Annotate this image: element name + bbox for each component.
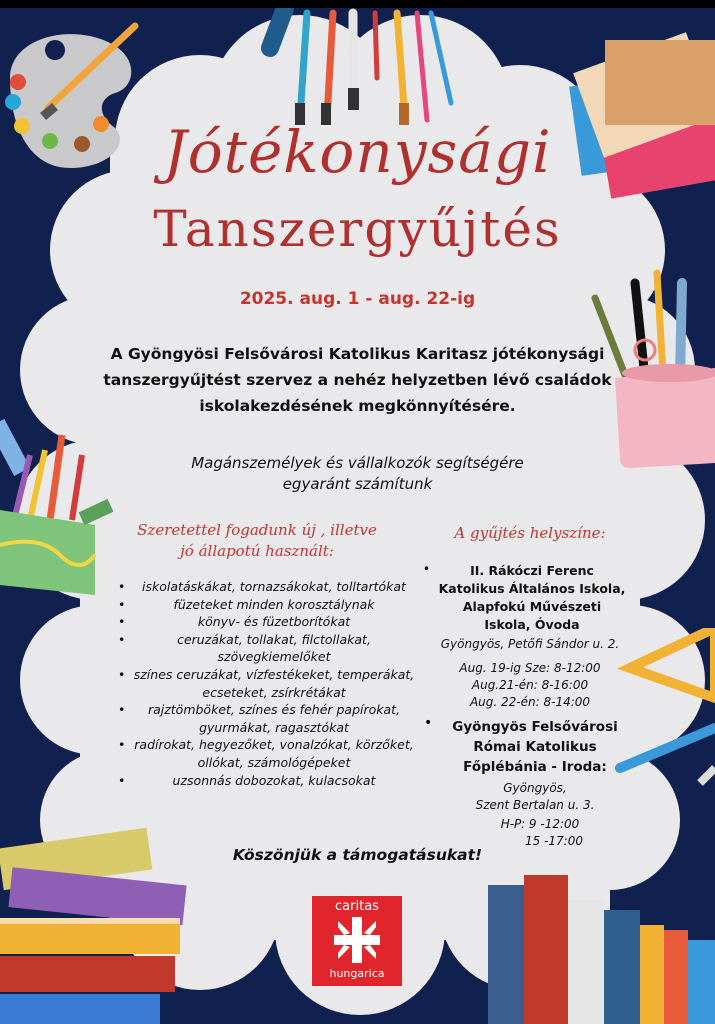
intro-text [55, 341, 660, 419]
list-item: • iskolatáskákat, tornazsákokat, tolltartókat [118, 579, 406, 594]
pencil-case-icon [0, 410, 115, 600]
logo-line: caritas [335, 899, 379, 914]
location-2-bullet: • [424, 715, 433, 731]
intro-line: iskolakezdésének megkönnyítésére. [199, 397, 516, 415]
list-item: • füzeteket minden korosztálynak [118, 596, 375, 612]
list-item: • radírokat, hegyezőket, vonalzókat, körzőket, ollókat, számológépeket [118, 737, 414, 770]
help-text [80, 453, 635, 495]
intro-line: A Gyöngyösi Felsővárosi Katolikus Karitasz jótékonysági [110, 345, 605, 363]
accept-heading-line: jó állapotú használt: [180, 542, 334, 560]
list-item: • ceruzákat, tollakat, filctollakat, szövegkiemelőket [118, 631, 371, 665]
list-item: • rajztömböket, színes és fehér papírokat, gyurmákat, ragasztókat [118, 702, 401, 735]
locations-heading: A gyűjtés helyszíne: [454, 524, 606, 542]
location-1-hours: Aug. 19-ig Sze: 8-12:00 Aug.21-én: 8-16:00 Aug. 22-én: 8-14:00 [459, 661, 601, 709]
title-script: Jótékonysági [163, 118, 552, 186]
location-2-hours: H-P: 9 -12:00 15 -17:00 [500, 817, 583, 848]
list-item: • uzsonnás dobozokat, kulacsokat [118, 772, 376, 788]
logo-line: hungarica [329, 967, 385, 980]
date-range: 2025. aug. 1 - aug. 22-ig [239, 289, 476, 309]
help-line: Magánszemélyek és vállalkozók segítségére [191, 454, 524, 472]
help-line: egyaránt számítunk [282, 475, 433, 493]
book-row-icon [488, 870, 715, 1024]
caritas-cross-icon [334, 917, 380, 963]
location-2-address: Gyöngyös, Szent Bertalan u. 3. [475, 781, 595, 812]
accept-heading [112, 520, 402, 562]
list-item: • könyv- és füzetborítókat [118, 614, 351, 630]
location-1-address: Gyöngyös, Petőfi Sándor u. 2. [440, 637, 620, 651]
page-title: Tanszergyűjtés [153, 200, 562, 258]
thanks-text: Köszönjük a támogatásukat! [232, 846, 483, 864]
location-1-name: II. Rákóczi Ferenc Katolikus Általános Iskola, Alapfokú Művészeti Iskola, Óvoda [438, 563, 626, 632]
location-1-bullet: • [423, 562, 431, 576]
paintbrushes-icon [255, 8, 465, 128]
caritas-logo [312, 896, 402, 986]
location-2-name: Gyöngyös Felsővárosi Római Katolikus Főplébánia - Iroda: [452, 719, 618, 775]
accept-heading-line: Szeretettel fogadunk új , illetve [137, 521, 377, 539]
intro-line: tanszergyűjtést szervez a nehéz helyzetben lévő családok [103, 371, 612, 389]
list-item: • színes ceruzákat, vízfestékeket, temperákat, ecseteket, zsírkrétákat [118, 666, 415, 700]
accept-list [118, 578, 418, 789]
